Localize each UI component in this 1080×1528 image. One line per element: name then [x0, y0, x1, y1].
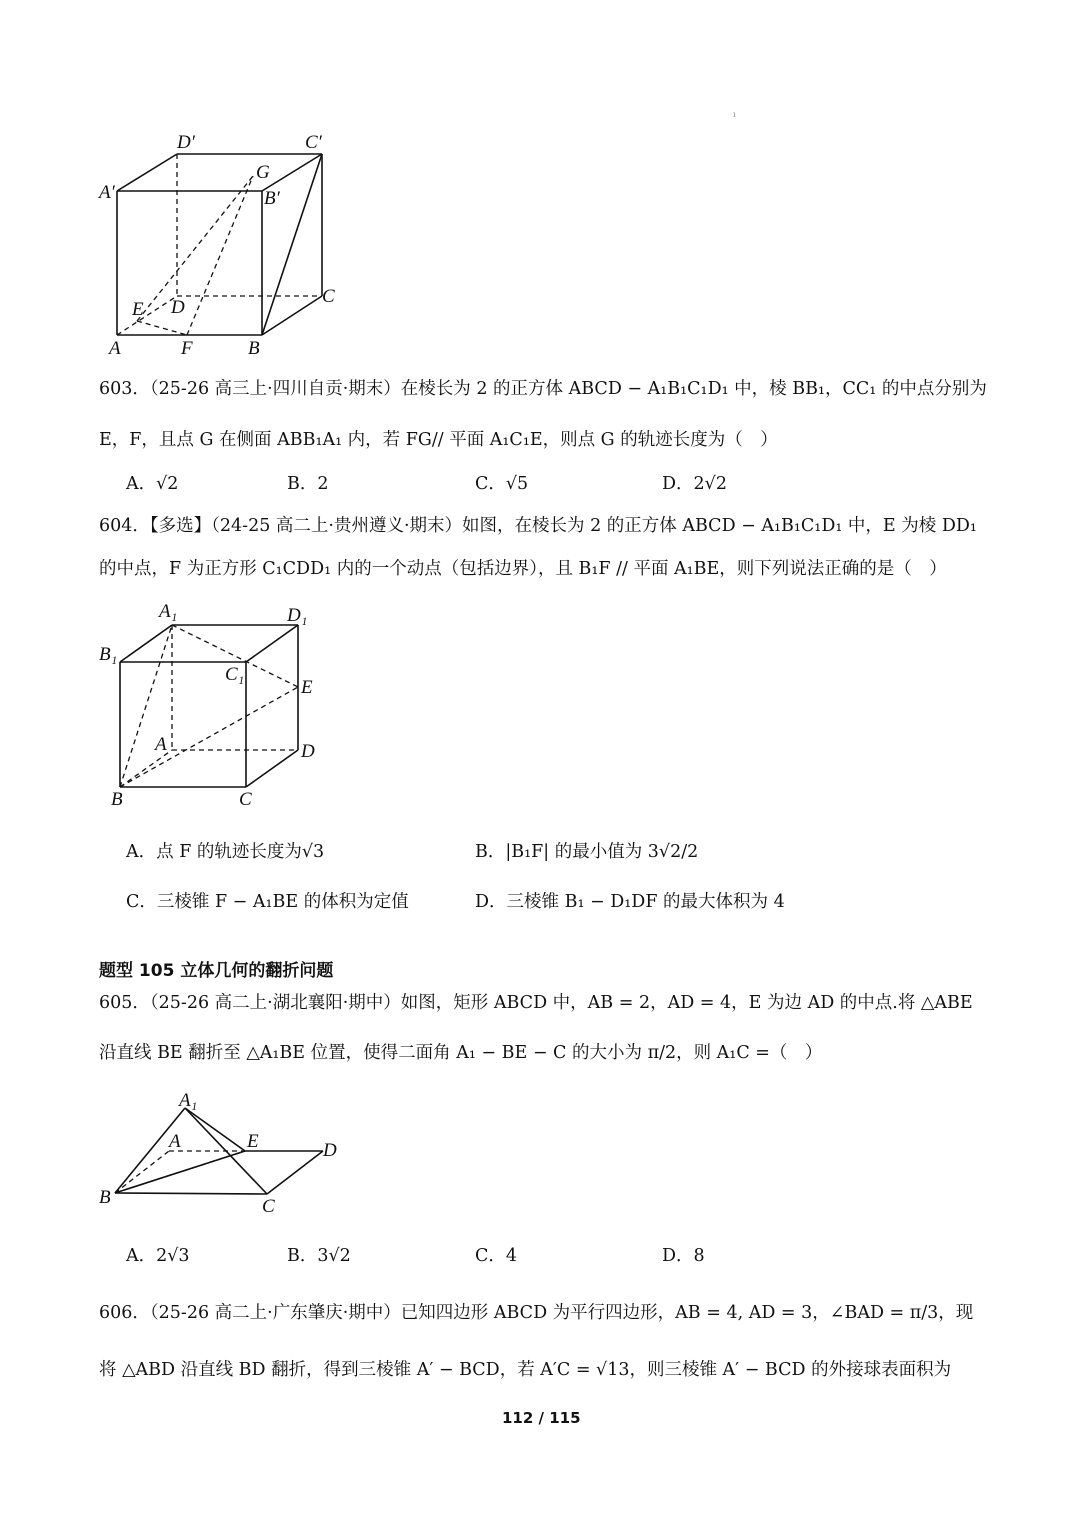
q603-option-a: A．√2 [126, 474, 179, 494]
label-C: C [262, 1196, 275, 1217]
q603-stem-line1: 603．（25-26 高三上·四川自贡·期末）在棱长为 2 的正方体 ABCD − A₁B₁C₁D₁ 中，棱 BB₁，CC₁ 的中点分别为 [99, 379, 987, 399]
page-number: 112 / 115 [502, 1409, 581, 1427]
label-E: E [132, 299, 144, 320]
q603-option-b: B．2 [287, 474, 329, 494]
q606-stem-line2: 将 △ABD 沿直线 BD 翻折，得到三棱锥 A′ − BCD，若 A′C = √13，则三棱锥 A′ − BCD 的外接球表面积为 [99, 1360, 952, 1380]
label-D: D [301, 741, 315, 762]
hidden-edge [187, 176, 253, 335]
q604-option-b: B．|B₁F| 的最小值为 3√2/2 [475, 842, 699, 862]
hidden-edge [117, 296, 177, 335]
label-A1: A₁ [159, 601, 178, 622]
label-D: D [171, 297, 185, 318]
label-A: A [109, 338, 121, 359]
hidden-edge [137, 176, 253, 321]
q604-option-c: C．三棱锥 F − A₁BE 的体积为定值 [126, 892, 409, 912]
label-C-prime: C′ [305, 132, 322, 153]
edge [117, 154, 177, 191]
label-A1: A₁ [179, 1090, 198, 1111]
q605-stem-line2: 沿直线 BE 翻折至 △A₁BE 位置，使得二面角 A₁ − BE − C 的大小为 π/2，则 A₁C =（ ） [99, 1043, 823, 1063]
hidden-edge [120, 750, 172, 787]
figure-q605-fold [95, 1088, 355, 1218]
q603-option-d: D．2√2 [662, 474, 727, 494]
edge [262, 154, 322, 335]
label-A-prime: A′ [99, 182, 115, 203]
label-C: C [322, 286, 335, 307]
label-D: D [323, 1140, 337, 1161]
section-title: 题型 105 立体几何的翻折问题 [99, 961, 334, 981]
edge [262, 296, 322, 335]
q604-stem-line2: 的中点，F 为正方形 C₁CDD₁ 内的一个动点（包括边界），且 B₁F // 平面 A₁BE，则下列说法正确的是（ ） [99, 559, 947, 579]
label-A: A [169, 1131, 181, 1152]
q603-stem-line2: E，F，且点 G 在侧面 ABB₁A₁ 内，若 FG// 平面 A₁C₁E，则点 G 的轨迹长度为（ ） [99, 430, 778, 450]
label-B: B [248, 338, 260, 359]
q604-option-d: D．三棱锥 B₁ − D₁DF 的最大体积为 4 [475, 892, 785, 912]
label-A: A [155, 734, 167, 755]
q605-option-c: C．4 [475, 1246, 518, 1266]
hidden-edge [120, 625, 172, 787]
label-D-prime: D′ [177, 132, 195, 153]
q604-stem-line1: 604．【多选】（24-25 高二上·贵州遵义·期末）如图，在棱长为 2 的正方体 ABCD − A₁B₁C₁D₁ 中，E 为棱 DD₁ [99, 516, 977, 536]
figure-q604-cube [95, 600, 335, 815]
watermark-mark: ı [733, 110, 736, 119]
label-E: E [301, 677, 313, 698]
q605-stem-line1: 605．（25-26 高二上·湖北襄阳·期中）如图，矩形 ABCD 中，AB = 2，AD = 4，E 为边 AD 的中点.将 △ABE [99, 993, 973, 1013]
q605-option-a: A．2√3 [126, 1246, 190, 1266]
q604-option-a: A．点 F 的轨迹长度为√3 [126, 842, 325, 862]
label-B1: B₁ [99, 644, 118, 665]
q606-stem-line1: 606．（25-26 高二上·广东肇庆·期中）已知四边形 ABCD 为平行四边形，AB = 4, AD = 3，∠BAD = π/3，现 [99, 1303, 974, 1323]
label-D1: D₁ [287, 605, 308, 626]
edge [267, 1151, 323, 1194]
label-B: B [111, 789, 123, 810]
edge [246, 625, 298, 662]
edge [120, 625, 172, 662]
label-G: G [256, 162, 270, 183]
label-C: C [239, 789, 252, 810]
edge [246, 750, 298, 787]
hidden-edge [120, 687, 298, 787]
label-F: F [181, 338, 193, 359]
edge [115, 1193, 267, 1194]
label-B: B [99, 1187, 111, 1208]
figure-q603-cube [95, 128, 355, 363]
label-E: E [247, 1131, 259, 1152]
edge [262, 154, 322, 191]
edge [185, 1108, 245, 1151]
label-B-prime: B′ [264, 188, 280, 209]
hidden-edge [137, 321, 187, 335]
q605-option-d: D．8 [662, 1246, 705, 1266]
hidden-edge [115, 1151, 169, 1193]
q603-option-c: C．√5 [475, 474, 529, 494]
q605-option-b: B．3√2 [287, 1246, 351, 1266]
label-C1: C₁ [225, 664, 245, 685]
